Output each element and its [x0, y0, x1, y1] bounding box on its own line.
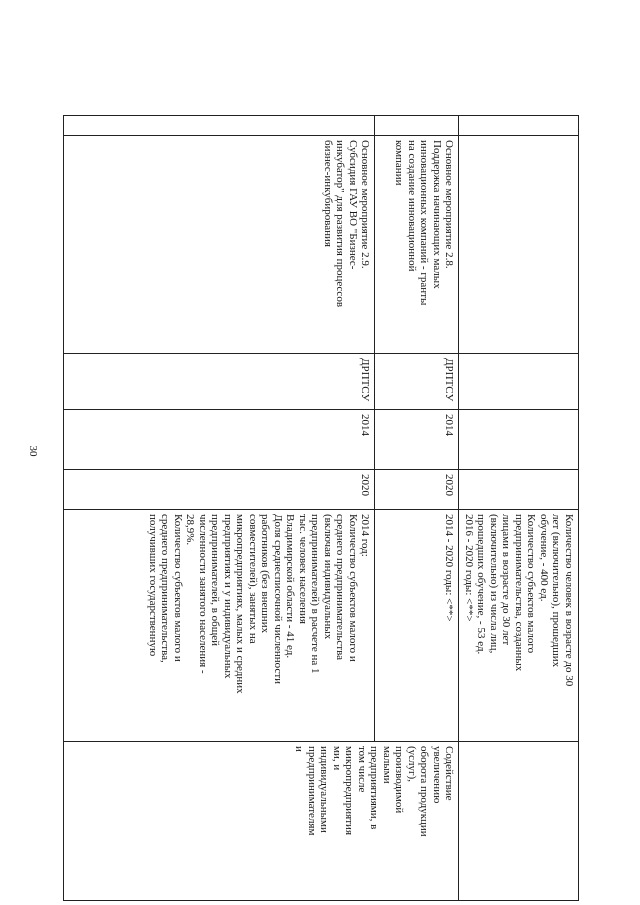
indicators-cell: 2014 - 2020 годы: <**> — [375, 510, 459, 742]
measure-cell: Основное мероприятие 2.9. Субсидия ГАУ ВО "Бизнес- инкубатор" для развития процессов бизнес-инкубирования — [64, 136, 375, 354]
program-measures-table — [64, 115, 580, 901]
end-year-cell: 2020 — [375, 470, 459, 510]
table-row — [375, 116, 459, 901]
row-number-cell — [459, 116, 579, 136]
start-year-cell — [459, 410, 579, 470]
table-row — [459, 116, 579, 901]
rotated-table-frame — [69, 115, 579, 900]
executor-cell: ДРПТСУ — [375, 354, 459, 410]
start-year-cell: 2014 — [375, 410, 459, 470]
measure-cell — [459, 136, 579, 354]
indicators-cell: 2014 год: Количество субъектов малого и среднего предпринимательства (включая индивидуальных предпринимателей) в расчете на 1 тыс. человек населения Владимирской области - 41 ед. Доля среднесписочной численности работников (без внешних совместителей), занятых на микропредприятиях, малых и средних предприятиях и у индивидуальных предпринимателей, в общей численности занятого населения - 28,9%. Количество субъектов малого и среднего предпринимательства, получивших государственную — [64, 510, 375, 742]
end-year-cell: 2020 — [64, 470, 375, 510]
executor-cell — [459, 354, 579, 410]
row-number-cell — [375, 116, 459, 136]
end-year-cell — [459, 470, 579, 510]
goal-cell: Содействие увеличению оборота продукции (услуг), производимой малыми предприятиями, в том числе микропредприятия ми, и индивидуальными предпринимателям и — [64, 742, 459, 901]
start-year-cell: 2014 — [64, 410, 375, 470]
rotated-table — [69, 115, 579, 900]
indicators-cell: Количество человек в возрасте до 30 лет (включительно), прошедших обучение, - 400 ед. Количество субъектов малого предпринимательства, созданных лицами в возрасте до 30 лет (включительно) из числа лиц, прошедших обучение, - 53 ед. 2016 - 2020 годы: <**> — [459, 510, 579, 742]
executor-cell: ДРПТСУ — [64, 354, 375, 410]
goal-cell — [459, 742, 579, 901]
row-number-cell — [64, 116, 375, 136]
measure-cell: Основное мероприятие 2.8. Поддержка начинающих малых инновационных компаний - гранты на создание инновационной компании — [375, 136, 459, 354]
page-number: 30 — [27, 445, 39, 457]
